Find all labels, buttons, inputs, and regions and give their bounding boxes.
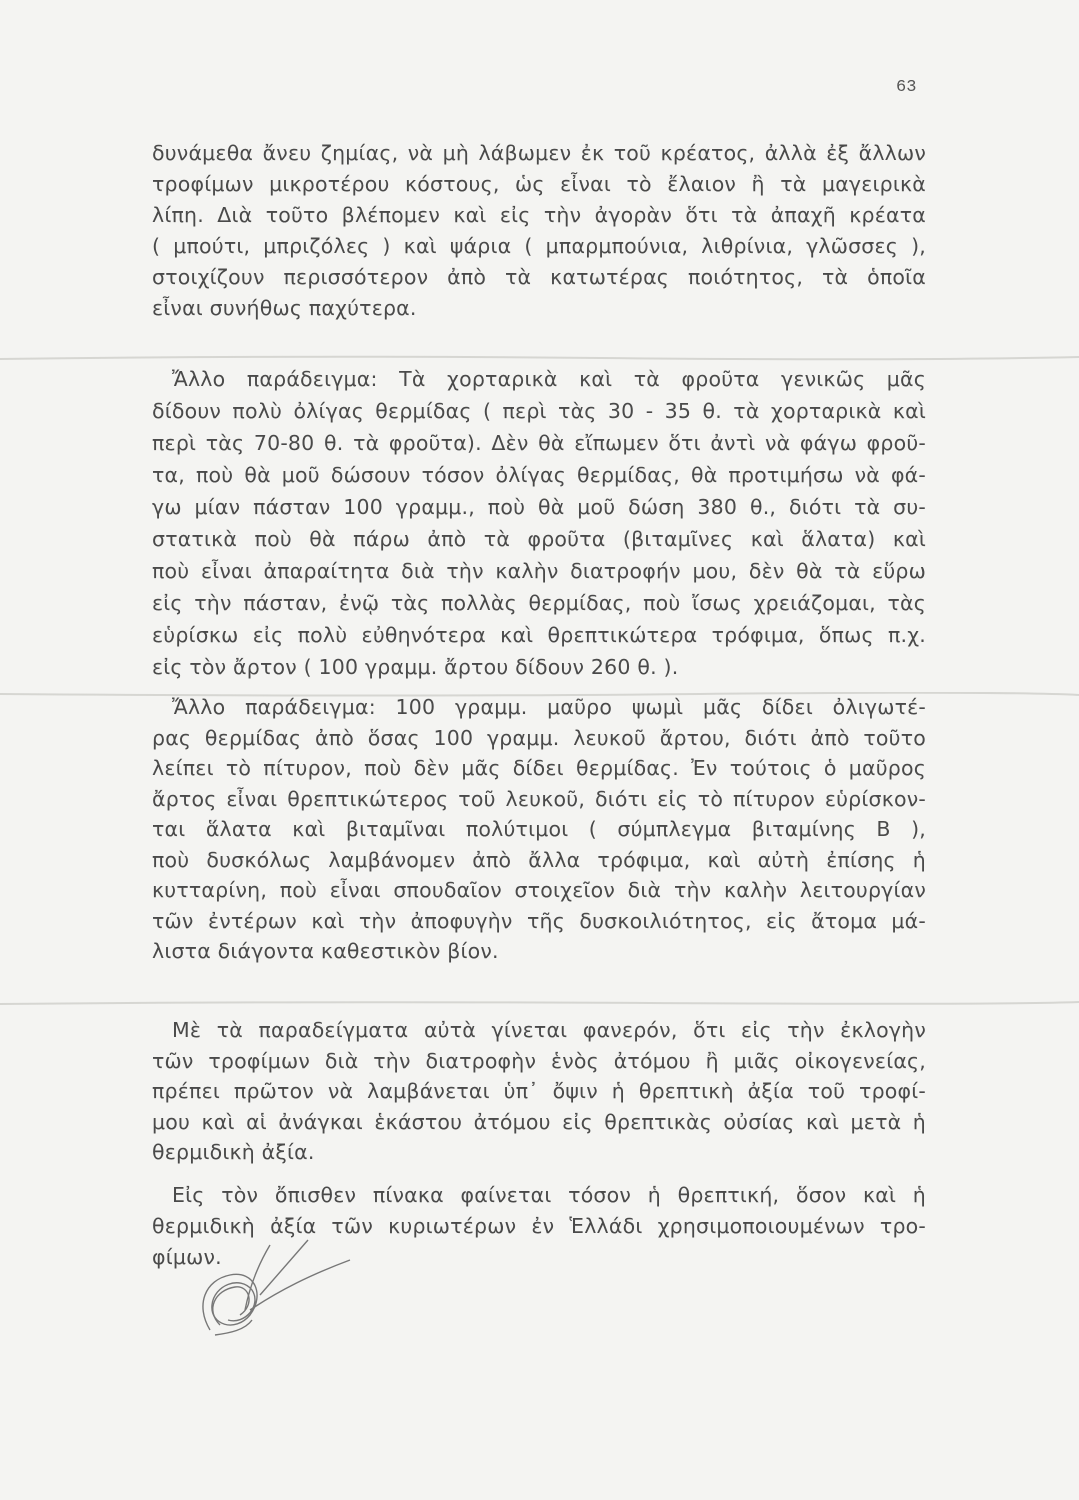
text-line: τῶν ἐντέρων καὶ τὴν ἀποφυγὴν τῆς δυσκοιλιότητος, εἰς ἄτομα μά- (152, 908, 926, 933)
text-line: θερμιδικὴ ἀξία. (152, 1140, 315, 1164)
text-line: περὶ τὰς 70-80 θ. τὰ φροῦτα). Δὲν θὰ εἴπωμεν ὅτι ἀντὶ νὰ φάγω φροῦ- (152, 431, 926, 455)
text-line: εἰς τὴν πάσταν, ἐνῷ τὰς πολλὰς θερμίδας, ποὺ ἴσως χρειάζομαι, τὰς (152, 591, 926, 615)
text-line: ρας θερμίδας ἀπὸ ὅσας 100 γραμμ. λευκοῦ ἄρτου, διότι ἀπὸ τοῦτο (152, 725, 926, 750)
paragraph (152, 363, 926, 683)
paper-crease (0, 1000, 1079, 1006)
page-number: 63 (896, 78, 917, 97)
text-line: Ἄλλο παράδειγμα: 100 γραμμ. μαῦρο ψωμὶ μᾶς δίδει ὀλιγωτέ- (172, 695, 926, 719)
text-line: στατικὰ ποὺ θὰ πάρω ἀπὸ τὰ φροῦτα (βιταμῖνες καὶ ἅλατα) καὶ (152, 527, 926, 551)
text-line: εἶναι συνήθως παχύτερα. (152, 296, 417, 320)
paragraph (152, 692, 926, 967)
text-line: τῶν τροφίμων διὰ τὴν διατροφὴν ἑνὸς ἀτόμου ἢ μιᾶς οἰκογενείας, (152, 1048, 926, 1073)
text-line: εὑρίσκω εἰς πολὺ εὐθηνότερα καὶ θρεπτικώτερα τρόφιμα, ὅπως π.χ. (152, 623, 926, 647)
paragraph (152, 138, 926, 324)
paragraph (152, 1015, 926, 1168)
text-line: πρέπει πρῶτον νὰ λαμβάνεται ὑπ᾽ ὄψιν ἡ θρεπτικὴ ἀξία τοῦ τροφί- (152, 1079, 926, 1103)
text-line: κυτταρίνη, ποὺ εἶναι σπουδαῖον στοιχεῖον διὰ τὴν καλὴν λειτουργίαν (152, 878, 926, 902)
text-line: δυνάμεθα ἄνευ ζημίας, νὰ μὴ λάβωμεν ἐκ τοῦ κρέατος, ἀλλὰ ἐξ ἄλλων (152, 141, 926, 165)
text-line: μου καὶ αἱ ἀνάγκαι ἑκάστου ἀτόμου εἰς θρεπτικὰς οὐσίας καὶ μετὰ ἡ (152, 1109, 926, 1134)
text-line: λίπη. Διὰ τοῦτο βλέπομεν καὶ εἰς τὴν ἀγορὰν ὅτι τὰ ἀπαχῆ κρέατα (152, 203, 926, 227)
text-line: Ἄλλο παράδειγμα: Τὰ χορταρικὰ καὶ τὰ φροῦτα γενικῶς μᾶς (172, 367, 926, 391)
text-line: ( μπούτι, μπριζόλες ) καὶ ψάρια ( μπαρμπούνια, λιθρίνια, γλῶσσες ), (152, 234, 926, 258)
text-line: στοιχίζουν περισσότερον ἀπὸ τὰ κατωτέρας ποιότητος, τὰ ὁποῖα (152, 265, 926, 289)
text-line: Εἰς τὸν ὄπισθεν πίνακα φαίνεται τόσον ἡ θρεπτική, ὅσον καὶ ἡ (172, 1183, 926, 1207)
text-line: εἰς τὸν ἄρτον ( 100 γραμμ. ἄρτου δίδουν 260 θ. ). (152, 655, 679, 679)
text-line: φίμων. (152, 1245, 222, 1269)
text-line: Μὲ τὰ παραδείγματα αὐτὰ γίνεται φανερόν, ὅτι εἰς τὴν ἐκλογὴν (172, 1018, 926, 1042)
text-line: δίδουν πολὺ ὀλίγας θερμίδας ( περὶ τὰς 30 - 35 θ. τὰ χορταρικὰ καὶ (152, 399, 926, 423)
text-line: θερμιδικὴ ἀξία τῶν κυριωτέρων ἐν Ἑλλάδι χρησιμοποιουμένων τρο- (152, 1214, 926, 1238)
text-line: τα, ποὺ θὰ μοῦ δώσουν τόσον ὀλίγας θερμίδας, θὰ προτιμήσω νὰ φά- (152, 463, 926, 487)
text-line: τροφίμων μικροτέρου κόστους, ὡς εἶναι τὸ ἔλαιον ἢ τὰ μαγειρικὰ (152, 172, 926, 196)
text-line: λείπει τὸ πίτυρον, ποὺ δὲν μᾶς δίδει θερμίδας. Ἐν τούτοις ὁ μαῦρος (152, 756, 926, 780)
text-line: ποὺ εἶναι ἀπαραίτητα διὰ τὴν καλὴν διατροφήν μου, δὲν θὰ τὰ εὕρω (152, 559, 926, 583)
paper-crease (0, 355, 1079, 361)
text-line: γω μίαν πάσταν 100 γραμμ., ποὺ θὰ μοῦ δώση 380 θ., διότι τὰ συ- (152, 495, 926, 519)
handwritten-signature (190, 1235, 370, 1345)
text-line: ἄρτος εἶναι θρεπτικώτερος τοῦ λευκοῦ, διότι εἰς τὸ πίτυρον εὑρίσκον- (152, 786, 926, 811)
text-line: ται ἅλατα καὶ βιταμῖναι πολύτιμοι ( σύμπλεγμα βιταμίνης Β ), (152, 817, 926, 841)
text-line: λιστα διάγοντα καθεστικὸν βίον. (152, 939, 499, 963)
text-line: ποὺ δυσκόλως λαμβάνομεν ἀπὸ ἄλλα τρόφιμα, καὶ αὐτὴ ἐπίσης ἡ (152, 847, 926, 872)
